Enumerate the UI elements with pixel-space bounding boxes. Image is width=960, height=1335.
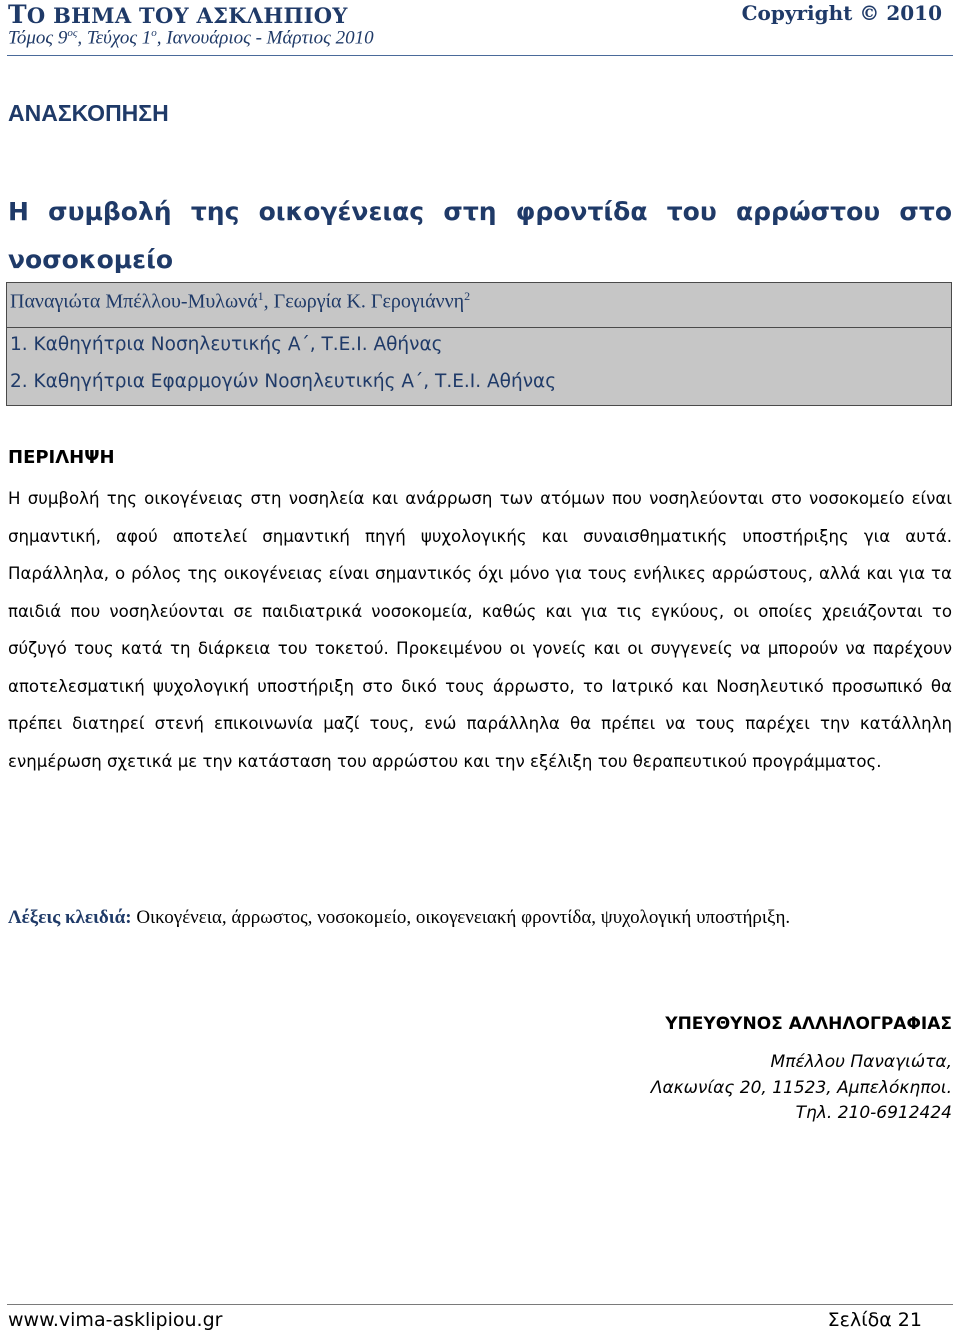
journal-initial: Τ <box>8 0 27 29</box>
author-box-divider <box>6 327 952 328</box>
abstract-text: Η συμβολή της οικογένειας στη νοσηλεία και ανάρρωση των ατόμων που νοσηλεύονται στο νοσοκομείο είναι σημαντική, αφού αποτελεί σημαντική πηγή ψυχολογικής και συναισθηματικής υποστήριξης για αυτά. Παράλληλα, ο ρόλος της οικογένειας είναι σημαντικός όχι μόνο για τους ενήλικες αρρώστους, αλλά και για τα παιδιά που νοσηλεύονται σε παιδιατρικά νοσοκομεία, καθώς και για τις εγκύους, οι οποίες χρειάζονται το σύζυγό τους κατά τη διάρκεια του τοκετού. Προκειμένου οι γονείς και οι συγγενείς να μπορούν να παρέχουν αποτελεσματική ψυχολογική υποστήριξη στο δικό τους άρρωστο, το Ιατρικό και Νοσηλευτικό προσωπικό θα πρέπει διατηρεί στενή επικοινωνία μαζί τους, ενώ παράλληλα θα πρέπει να τους παρέχει την κατάλληλη ενημέρωση σχετικά με την κατάσταση του αρρώστου και την εξέλιξη του θεραπευτικού προγράμματος. <box>8 489 952 771</box>
issue-info <box>8 27 374 49</box>
author-names <box>10 289 470 314</box>
copyright-notice: Copyright © 2010 <box>741 1 942 25</box>
journal-name <box>8 0 348 29</box>
abstract-body <box>8 480 952 780</box>
author-2: , Γεωργία Κ. Γερογιάννη <box>263 290 465 313</box>
correspondence-phone: Τηλ. 210-6912424 <box>795 1103 952 1123</box>
keywords-label: Λέξεις κλειδιά: <box>8 907 132 928</box>
issue-period: , Ιανουάριος - Μάρτιος 2010 <box>156 27 374 49</box>
issue-volume: Τόμος 9 <box>8 27 68 49</box>
header-divider <box>7 55 953 56</box>
issue-volume-suffix: ος <box>67 27 78 39</box>
keywords <box>8 899 952 936</box>
footer-website[interactable]: www.vima-asklipiou.gr <box>8 1309 223 1331</box>
correspondence-address: Λακωνίας 20, 11523, Αμπελόκηποι. <box>650 1078 952 1098</box>
article-title: Η συμβολή της οικογένειας στη φροντίδα του αρρώστου στο νοσοκομείο <box>8 197 952 274</box>
footer-divider <box>7 1304 953 1305</box>
issue-number-suffix: ο <box>151 27 157 39</box>
author-1-ref: 1 <box>257 289 264 303</box>
keywords-text: Οικογένεια, άρρωστος, νοσοκομείο, οικογενειακή φροντίδα, ψυχολογική υποστήριξη. <box>131 907 791 928</box>
affiliation-2: 2. Καθηγήτρια Εφαρμογών Νοσηλευτικής Α΄, Τ.Ε.Ι. Αθήνας <box>10 371 557 392</box>
affiliation-1: 1. Καθηγήτρια Νοσηλευτικής Α΄, Τ.Ε.Ι. Αθήνας <box>10 334 443 355</box>
correspondence-name: Μπέλλου Παναγιώτα, <box>770 1052 952 1072</box>
author-1: Παναγιώτα Μπέλλου-Μυλωνά <box>10 290 258 313</box>
correspondence-heading: ΥΠΕΥΘΥΝΟΣ ΑΛΛΗΛΟΓΡΑΦΙΑΣ <box>665 1014 952 1034</box>
author-2-ref: 2 <box>464 289 471 303</box>
section-label: ΑΝΑΣΚΟΠΗΣΗ <box>8 100 169 126</box>
journal-name-rest: Ο ΒΗΜΑ ΤΟΥ ΑΣΚΛΗΠΙΟΥ <box>26 3 348 28</box>
issue-number: , Τεύχος 1 <box>77 27 152 49</box>
page-number: Σελίδα 21 <box>827 1309 922 1331</box>
abstract-heading: ΠΕΡΙΛΗΨΗ <box>8 447 115 468</box>
